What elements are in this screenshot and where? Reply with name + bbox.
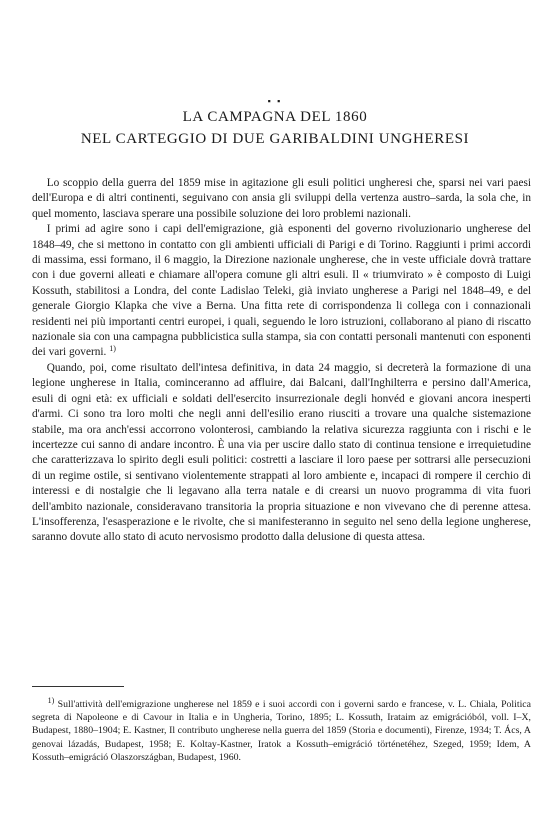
title-line-2: NEL CARTEGGIO DI DUE GARIBALDINI UNGHERESI <box>80 131 470 147</box>
title-line-1: LA CAMPAGNA DEL 1860 <box>182 109 368 125</box>
footnote-paragraph <box>32 698 531 764</box>
body-text <box>32 176 531 546</box>
paragraph-1: Lo scoppio della guerra del 1859 mise in agitazione gli esuli politici ungheresi che, sparsi nei vari paesi dell'Europa e di altri continenti, seguivano con ansia gli sviluppi della vertenza austro–sarda, la sola che, in quel momento, lasciava sperare una possibile soluzione dei loro problemi nazionali. <box>32 177 531 220</box>
footnote-text: Sull'attività dell'emigrazione ungherese nel 1859 e i suoi accordi con i governi sardo e francese, v. L. Chiala, Politica segreta di Napoleone e di Cavour in Italia e in Ungheria, Torino, 1895; L. Kossuth, Irataim az emigrációból, voll. I–X, Budapest, 1880–1904; E. Kastner, Il contributo ungherese nella guerra del 1859 (Storia e documenti), Firenze, 1934; T. Ács, A genovai lázadás, Budapest, 1958; E. Koltay-Kastner, Iratok a Kossuth–emigráció történetéhez, Szeged, 1959; Idem, A Kossuth–emigráció Olaszországban, Budapest, 1960. <box>32 699 532 763</box>
footnote <box>32 698 531 764</box>
paragraph-2-text: I primi ad agire sono i capi dell'emigrazione, già esponenti del governo rivoluzionario ungherese del 1848–49, che si mettono in contatto con gli ambienti ufficiali di Parigi e di Torino. Raggiunti i primi accordi di massima, essi formano, il 6 maggio, la Direzione nazionale ungherese, che in veste ufficiale dovrà trattare con i due governi alleati e chiamare all'opera comune gli altri esuli. Il « triumvirato » è composto di Luigi Kossuth, stabilitosi a Londra, del conte Ladislao Teleki, già inviato ungherese a Parigi nel 1848–49, e del generale Giorgio Klapka che vive a Berna. Una fitta rete di corrispondenza li collega con i connazionali residenti nei più importanti centri europei, i quali, seguendo le loro istruzioni, collaborano al piano di riscatto nazionale sia con una campagna pubblicistica sulla stampa, sia con contatti personali mantenuti con esponenti dei vari governi. <box>32 223 531 359</box>
footnote-reference: 1) <box>109 344 116 354</box>
header-marks: ▪ ▪ <box>267 96 283 106</box>
footnote-marker: 1) <box>47 696 55 705</box>
paragraph-2 <box>32 222 531 361</box>
footnote-divider <box>32 686 124 687</box>
paragraph-3: Quando, poi, come risultato dell'intesa definitiva, in data 24 maggio, si decreterà la formazione di una legione ungherese in Italia, cominceranno ad affluire, dai Balcani, dall'Inghilterra e persino dall'America, esuli di ogni età: ex ufficiali e soldati dell'esercito insurrezionale degli honvéd e giovani ancora inesperti d'armi. Ci sono tra loro molti che negli anni dell'esilio erano riusciti a trovare una qualche sistemazione stabile, ma ora anch'essi accorrono volonterosi, cambiando la relativa sicurezza raggiunta con i rischi e le incertezze cui sanno di andare incontro. È una via per uscire dallo stato di continua tensione e irrequietudine che caratterizzava lo spirito degli esuli politici: costretti a lasciare il loro paese per sottrarsi alle persecuzioni di un regime ostile, si sentivano violentemente strappati al loro ambiente e, incapaci di rompere il cerchio di interessi e di nostalgie che li legavano alla terra natale e di crearsi un nuovo programma di vita fuori dell'ambito nazionale, consideravano transitoria la propria situazione e non vivevano che di perenne attesa. L'insofferenza, l'esasperazione e le rivolte, che si manifesteranno in seguito nel seno della legione ungherese, saranno dovute allo stato di acuto nervosismo prodotto dalla delusione di questa attesa. <box>32 361 531 544</box>
